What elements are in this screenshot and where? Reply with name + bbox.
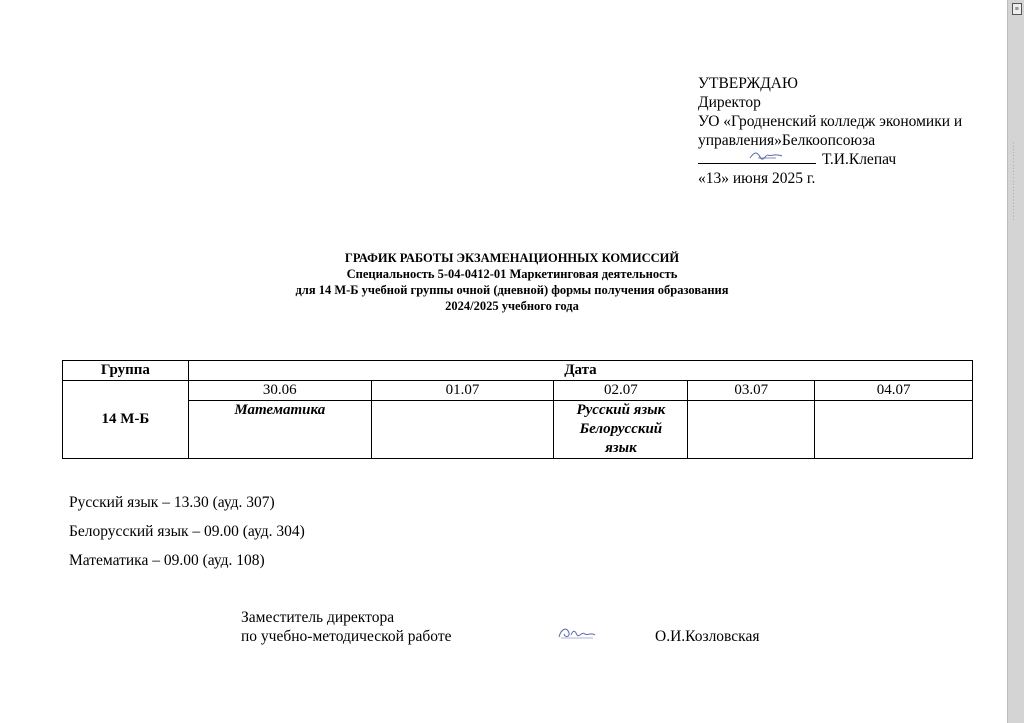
approval-position: Директор — [698, 94, 761, 111]
deputy-signature-icon — [555, 623, 599, 643]
group-cell: 14 М-Б — [63, 381, 189, 459]
title-line-2: Специальность 5-04-0412-01 Маркетинговая деятельность — [346, 267, 678, 281]
approval-block — [698, 74, 998, 188]
deputy-signature-block — [241, 608, 801, 646]
approval-date: «13» июня 2025 г. — [698, 170, 816, 187]
header-date: Дата — [188, 361, 972, 381]
table-dates-row — [63, 381, 973, 401]
director-signature-icon — [748, 148, 784, 162]
subject-cell: Математика — [188, 401, 371, 459]
deputy-department: по учебно-методической работе — [241, 628, 452, 645]
approval-org-line1: УО «Гродненский колледж экономики и — [698, 113, 963, 130]
note-item: Русский язык – 13.30 (ауд. 307) — [69, 494, 275, 511]
approval-title: УТВЕРЖДАЮ — [698, 75, 798, 92]
deputy-sign-row — [241, 627, 801, 646]
approval-org-line2: управления»Белкоопсоюза — [698, 132, 876, 149]
approval-signer: Т.И.Клепач — [822, 151, 897, 168]
deputy-title: Заместитель директора — [241, 609, 395, 626]
date-cell: 03.07 — [688, 381, 815, 401]
subject-cell — [371, 401, 554, 459]
date-cell: 02.07 — [554, 381, 688, 401]
approval-signature-row — [698, 150, 998, 169]
table-subjects-row — [63, 401, 973, 459]
exam-times-notes — [69, 488, 305, 575]
signature-line — [698, 150, 816, 164]
date-cell: 30.06 — [188, 381, 371, 401]
side-stamp-strip — [1007, 0, 1024, 723]
date-cell: 04.07 — [815, 381, 973, 401]
subject-cell — [815, 401, 973, 459]
note-item: Математика – 09.00 (ауд. 108) — [69, 552, 265, 569]
title-line-4: 2024/2025 учебного года — [445, 299, 579, 313]
title-line-1: ГРАФИК РАБОТЫ ЭКЗАМЕНАЦИОННЫХ КОМИССИЙ — [344, 251, 680, 265]
stamp-text-icon: · · · · · · · · · · · · · · · · · · · · · · · · · — [1011, 142, 1017, 220]
subject-cell: Русский язык Белорусский язык — [554, 401, 688, 459]
table-header-row — [63, 361, 973, 381]
deputy-name: О.И.Козловская — [655, 628, 760, 645]
date-cell: 01.07 — [371, 381, 554, 401]
title-line-3: для 14 М-Б учебной группы очной (дневной) формы получения образования — [295, 283, 729, 297]
header-group: Группа — [63, 361, 189, 381]
subject-cell — [688, 401, 815, 459]
exam-schedule-table — [62, 360, 973, 459]
note-item: Белорусский язык – 09.00 (ауд. 304) — [69, 523, 305, 540]
deputy-title-row — [241, 608, 801, 627]
document-icon: ≡ — [1012, 3, 1022, 15]
document-title — [0, 250, 1024, 314]
